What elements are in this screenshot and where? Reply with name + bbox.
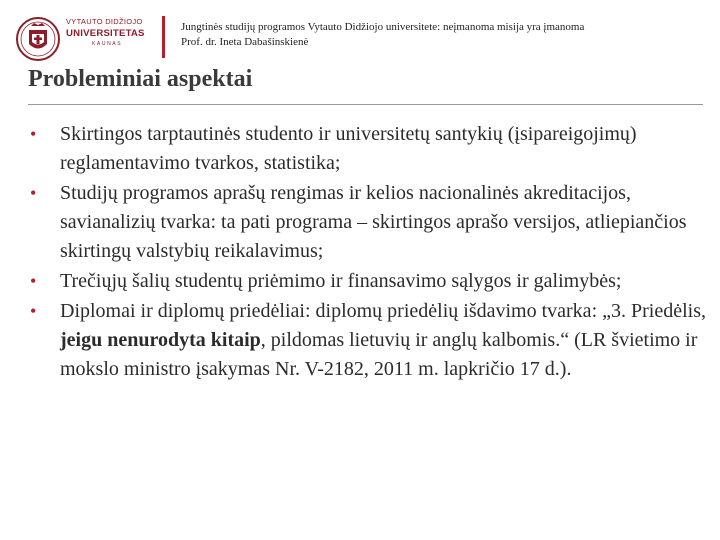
- bullet-list: [30, 120, 710, 385]
- header-text: [181, 20, 584, 50]
- bullet-icon: •: [30, 183, 37, 203]
- bullet-icon: •: [30, 271, 37, 291]
- bullet-item: [30, 267, 710, 296]
- logo-line-1: VYTAUTO DIDŽIOJO: [66, 17, 143, 26]
- bullet-text-end: , pildomas lietuvių ir anglų kalbomis.“ (LR švietimo ir mokslo ministro įsakymas Nr. V-2182, 2011 m. lapkričio 17 d.).: [60, 329, 698, 380]
- bullet-icon: •: [30, 301, 37, 321]
- header-divider: [162, 16, 165, 58]
- bullet-item: [30, 120, 710, 178]
- bullet-text: Trečiųjų šalių studentų priėmimo ir finansavimo sąlygos ir galimybės;: [60, 270, 622, 292]
- bullet-item: [30, 179, 710, 266]
- university-emblem-icon: [16, 14, 60, 64]
- course-line: Jungtinės studijų programos Vytauto Didžiojo universitete: neįmanoma misija yra įmanoma: [181, 21, 585, 33]
- bullet-text-emphasis: jeigu nenurodyta kitaip: [60, 329, 261, 351]
- slide-title: Probleminiai aspektai: [28, 66, 253, 92]
- university-logo: [16, 12, 166, 68]
- author-line: Prof. dr. Ineta Dabašinskienė: [181, 36, 309, 48]
- bullet-text: Skirtingos tarptautinės studento ir universitetų santykių (įsipareigojimų) reglamentavimo tvarkos, statistika;: [60, 123, 637, 174]
- logo-line-2: UNIVERSITETAS: [66, 27, 145, 39]
- bullet-icon: •: [30, 124, 37, 144]
- logo-line-3: KAUNAS: [92, 41, 123, 48]
- bullet-item: [30, 297, 710, 384]
- bullet-text-start: Diplomai ir diplomų priedėliai: diplomų priedėlių išdavimo tvarka: „3. Priedėlis,: [60, 300, 706, 322]
- bullet-text: Studijų programos aprašų rengimas ir kelios nacionalinės akreditacijos, savianalizių tvarka: ta pati programa – skirtingos aprašo versijos, atliepiančios skirtingų valstybių reikalavimus;: [60, 182, 687, 262]
- logo-wordmark: [66, 18, 166, 47]
- title-rule: [28, 104, 703, 105]
